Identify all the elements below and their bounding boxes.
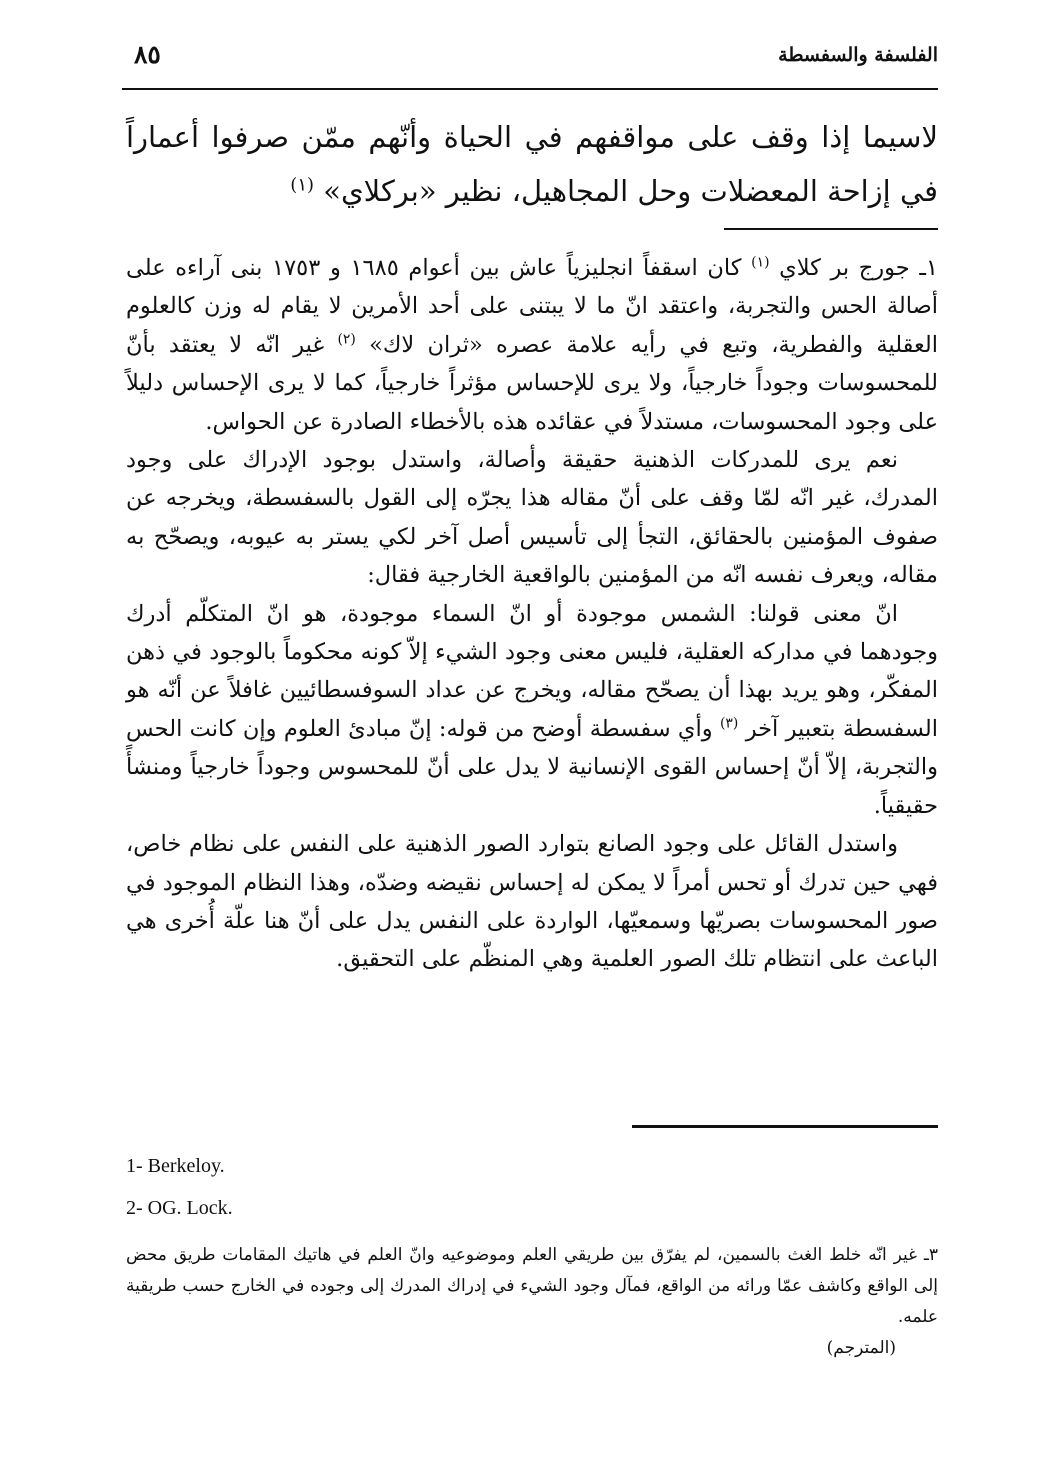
- header-rule: [122, 88, 938, 90]
- footnote-rule: [632, 1125, 938, 1128]
- note-paragraph-3: [126, 595, 938, 825]
- note-paragraph-3-part-1: انّ معنى قولنا: الشمس موجودة أو انّ السماء موجودة، هو انّ المتكلّم أدرك وجودهما في مداركه العقلية، فليس معنى وجود الشيء إلاّ كونه محكوماً بالوجود في ذهن المفكّر، وهو يريد بهذا أن يصحّح مقاله، ويخرج عن عداد السوفسطائيين غافلاً عن أنّه هو السفسطة بتعبير آخر: [126, 600, 939, 742]
- footnote-3-text: ٣ـ غير انّه خلط الغث بالسمين، لم يفرّق بين طريقي العلم وموضوعيه وانّ العلم في هاتيك المقامات طريق محض إلى الواقع وكاشف عمّا ورائه من الواقع، فمآل وجود الشيء في إدراك المدرك إلى وجوده في الخارج حسب طريقية علمه.: [126, 1245, 938, 1327]
- page-header: [122, 40, 938, 84]
- note-paragraph-3-ref: (٣): [719, 715, 739, 732]
- footnote-ref-1: (١): [290, 174, 314, 196]
- translator-signature: (المترجم): [826, 1338, 896, 1358]
- note-paragraph-2: نعم يرى للمدركات الذهنية حقيقة وأصالة، واستدل بوجود الإدراك على وجود المدرك، غير انّه لمّا وقف على أنّ مقاله هذا يجرّه إلى القول بالسفسطة، ويخرجه عن صفوف المؤمنين بالحقائق، التجأ إلى تأسيس أصل آخر لكي يستر به عيوبه، ويصحّح به مقاله، ويعرف نفسه انّه من المؤمنين بالواقعية الخارجية فقال:: [126, 447, 938, 589]
- note-paragraph-4: واستدل القائل على وجود الصانع بتوارد الصور الذهنية على النفس على نظام خاص، فهي حين تدرك أو تحس أمراً لا يمكن له إحساس نقيضه وضدّه، وهذا النظام الموجود في صور المحسوسات بصريّها وسمعيّها، الواردة على النفس يدل على أنّ هنا علّة أُخرى هي الباعث على انتظام تلك الصور العلمية وهي المنظّم على التحقيق.: [126, 831, 938, 973]
- footnote-1: 1- Berkeloy.: [126, 1155, 225, 1177]
- main-text-rule: [724, 228, 938, 230]
- note-1-prefix: ١ـ جورج بر كلاي: [779, 255, 939, 281]
- note-1-ref-1: (١): [751, 254, 770, 271]
- note-1-part-1: كان اسقفاً انجليزياً عاش بين أعوام ١٦٨٥ و ١٧٥٣ بنى آراءه على أصالة الحس والتجربة، واعتقد انّ ما لا يبتنى على أحد الأمرين لا يقام له وزن كالعلوم العقلية والفطرية، وتبع في رأيه علامة عصره «ثران لاك»: [126, 255, 939, 358]
- translator-notes: [126, 249, 938, 979]
- note-1-ref-2: (٢): [337, 331, 356, 348]
- main-paragraph: [126, 110, 938, 218]
- main-paragraph-text: لاسيما إذا وقف على مواقفهم في الحياة وأنّهم ممّن صرفوا أعماراً في إزاحة المعضلات وحل المجاهيل، نظير «بركلاي»: [126, 120, 938, 208]
- note-1: [126, 249, 938, 441]
- note-paragraph-3-part-2: وأي سفسطة أوضح من قوله: إنّ مبادئ العلوم وإن كانت الحس والتجربة، إلاّ أنّ إحساس القوى الإنسانية لا يدل على أنّ للمحسوس وجوداً خارجياً ومنشأً حقيقياً.: [126, 715, 938, 819]
- running-head: الفلسفة والسفسطة: [778, 44, 938, 66]
- footnote-3: [126, 1240, 938, 1364]
- main-text: [126, 110, 938, 218]
- footnote-2: 2- OG. Lock.: [126, 1197, 233, 1219]
- page-number: ٨٥: [134, 40, 161, 69]
- note-1-part-2: غير انّه لا يعتقد بأنّ للمحسوسات وجوداً خارجياً، ولا يرى للإحساس مؤثراً خارجياً، كما لا يرى الإحساس دليلاً على وجود المحسوسات، مستدلاً في عقائده هذه بالأخطاء الصادرة عن الحواس.: [126, 331, 938, 435]
